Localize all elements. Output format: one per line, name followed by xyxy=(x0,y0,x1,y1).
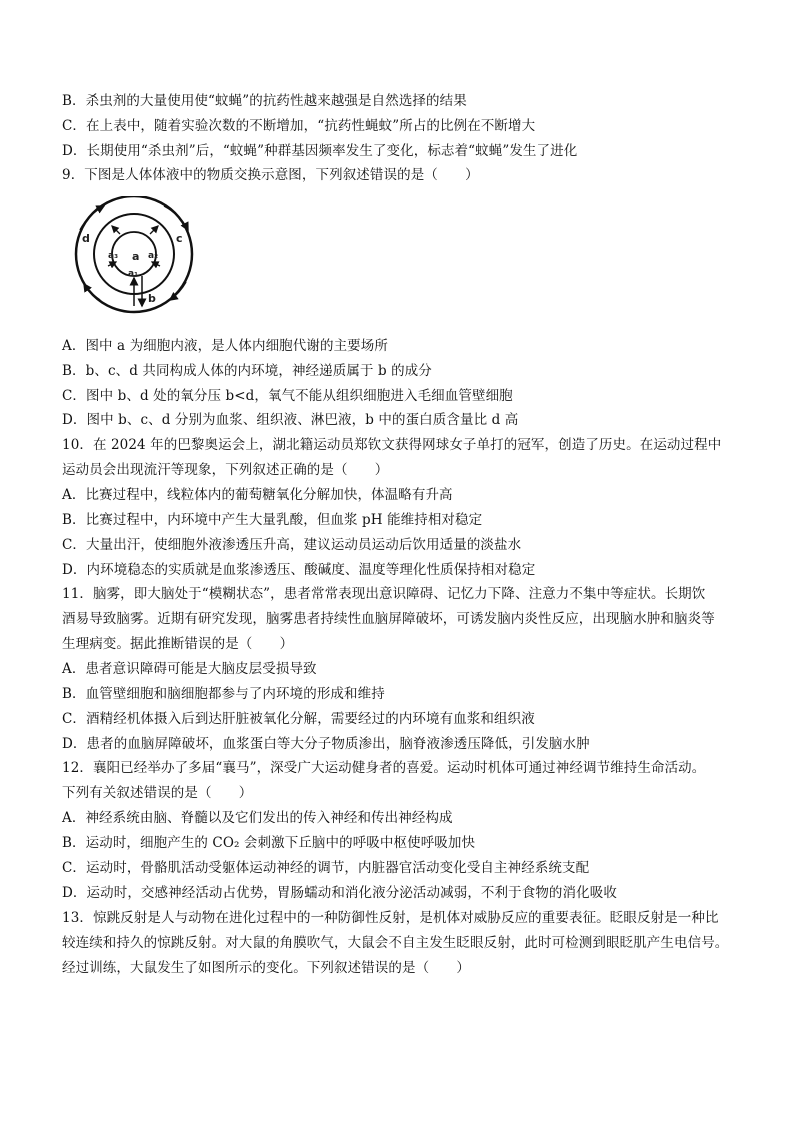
q8-option-b: B．杀虫剂的大量使用使“蚊蝇”的抗药性越来越强是自然选择的结果 xyxy=(62,93,467,109)
q11-option-c: C．酒精经机体摄入后到达肝脏被氧化分解，需要经过的内环境有血浆和组织液 xyxy=(62,711,535,727)
arrow-inner-d xyxy=(112,226,120,234)
q12-stem-line2: 下列有关叙述错误的是（ ） xyxy=(62,785,253,801)
q10-option-c: C．大量出汗，使细胞外液渗透压升高，建议运动员运动后饮用适量的淡盐水 xyxy=(62,537,522,553)
q12-stem-line1: 12．襄阳已经举办了多届“襄马”，深受广大运动健身者的喜爱。运动时机体可通过神经调节维持生命活动。 xyxy=(62,760,706,776)
q12-option-c: C．运动时，骨骼肌活动受躯体运动神经的调节，内脏器官活动变化受自主神经系统支配 xyxy=(62,860,590,876)
q8-option-c: C．在上表中，随着实验次数的不断增加，“抗药性蝇蚊”所占的比例在不断增大 xyxy=(62,118,536,134)
q9-option-b: B．b、c、d 共同构成人体的内环境，神经递质属于 b 的成分 xyxy=(62,363,432,379)
q10-option-a: A．比赛过程中，线粒体内的葡萄糖氧化分解加快，体温略有升高 xyxy=(62,487,453,503)
q9-option-c: C．图中 b、d 处的氧分压 b<d，氧气不能从组织细胞进入毛细血管壁细胞 xyxy=(62,388,513,404)
label-a2: a₂ xyxy=(148,251,159,261)
q10-stem-line2: 运动员会出现流汗等现象，下列叙述正确的是（ ） xyxy=(62,462,389,478)
q11-stem-line3: 生理病变。据此推断错误的是（ ） xyxy=(62,636,294,652)
label-a: a xyxy=(132,250,140,263)
label-c: c xyxy=(176,232,183,245)
label-b: b xyxy=(148,292,156,305)
q12-option-d: D．运动时，交感神经活动占优势，胃肠蠕动和消化液分泌活动减弱，不利于食物的消化吸收 xyxy=(62,885,617,901)
q13-stem-line2: 较连续和持久的惊跳反射。对大鼠的角膜吹气，大鼠会不自主发生眨眼反射，此时可检测到眼眨肌产生电信号。 xyxy=(62,935,729,951)
q11-option-a: A．患者意识障碍可能是大脑皮层受损导致 xyxy=(62,661,317,677)
label-a1: a₁ xyxy=(128,269,139,279)
q11-stem-line1: 11．脑雾，即大脑处于“模糊状态”，患者常常表现出意识障碍、记忆力下降、注意力不集中等症状。长期饮 xyxy=(62,586,706,602)
q9-option-a: A．图中 a 为细胞内液，是人体内细胞代谢的主要场所 xyxy=(62,338,388,354)
q11-option-b: B．血管壁细胞和脑细胞都参与了内环境的形成和维持 xyxy=(62,686,385,702)
arrow-d-bottom xyxy=(84,284,100,300)
q11-option-d: D．患者的血脑屏障破坏，血浆蛋白等大分子物质渗出，脑脊液渗透压降低，引发脑水肿 xyxy=(62,736,590,752)
q8-option-d: D．长期使用“杀虫剂”后，“蚊蝇”种群基因频率发生了变化，标志着“蚊蝇”发生了进化 xyxy=(62,143,578,159)
q11-stem-line2: 酒易导致脑雾。近期有研究发现，脑雾患者持续性血脑屏障破坏，可诱发脑内炎性反应，出现脑水肿和脑炎等 xyxy=(62,611,715,627)
q10-option-b: B．比赛过程中，内环境中产生大量乳酸，但血浆 pH 能维持相对稳定 xyxy=(62,512,483,528)
q13-stem-line1: 13．惊跳反射是人与动物在进化过程中的一种防御性反射，是机体对威胁反应的重要表征。眨眼反射是一种比 xyxy=(62,910,719,926)
label-d: d xyxy=(82,232,90,245)
q10-stem-line1: 10．在 2024 年的巴黎奥运会上，湖北籍运动员郑钦文获得网球女子单打的冠军，创造了历史。在运动过程中 xyxy=(62,437,722,453)
q9-option-d: D．图中 b、c、d 分别为血浆、组织液、淋巴液，b 中的蛋白质含量比 d 高 xyxy=(62,412,519,428)
q10-option-d: D．内环境稳态的实质就是血浆渗透压、酸碱度、温度等理化性质保持相对稳定 xyxy=(62,562,536,578)
q13-stem-line3: 经过训练，大鼠发生了如图所示的变化。下列叙述错误的是（ ） xyxy=(62,960,470,976)
q12-option-a: A．神经系统由脑、脊髓以及它们发出的传入神经和传出神经构成 xyxy=(62,810,453,826)
arrow-inner-c xyxy=(150,226,158,234)
body-fluid-exchange-diagram xyxy=(64,196,204,316)
q12-option-b: B．运动时，细胞产生的 CO₂ 会刺激下丘脑中的呼吸中枢使呼吸加快 xyxy=(62,835,476,851)
q9-stem: 9．下图是人体体液中的物质交换示意图，下列叙述错误的是（ ） xyxy=(62,167,479,183)
label-a3: a₃ xyxy=(108,251,119,261)
